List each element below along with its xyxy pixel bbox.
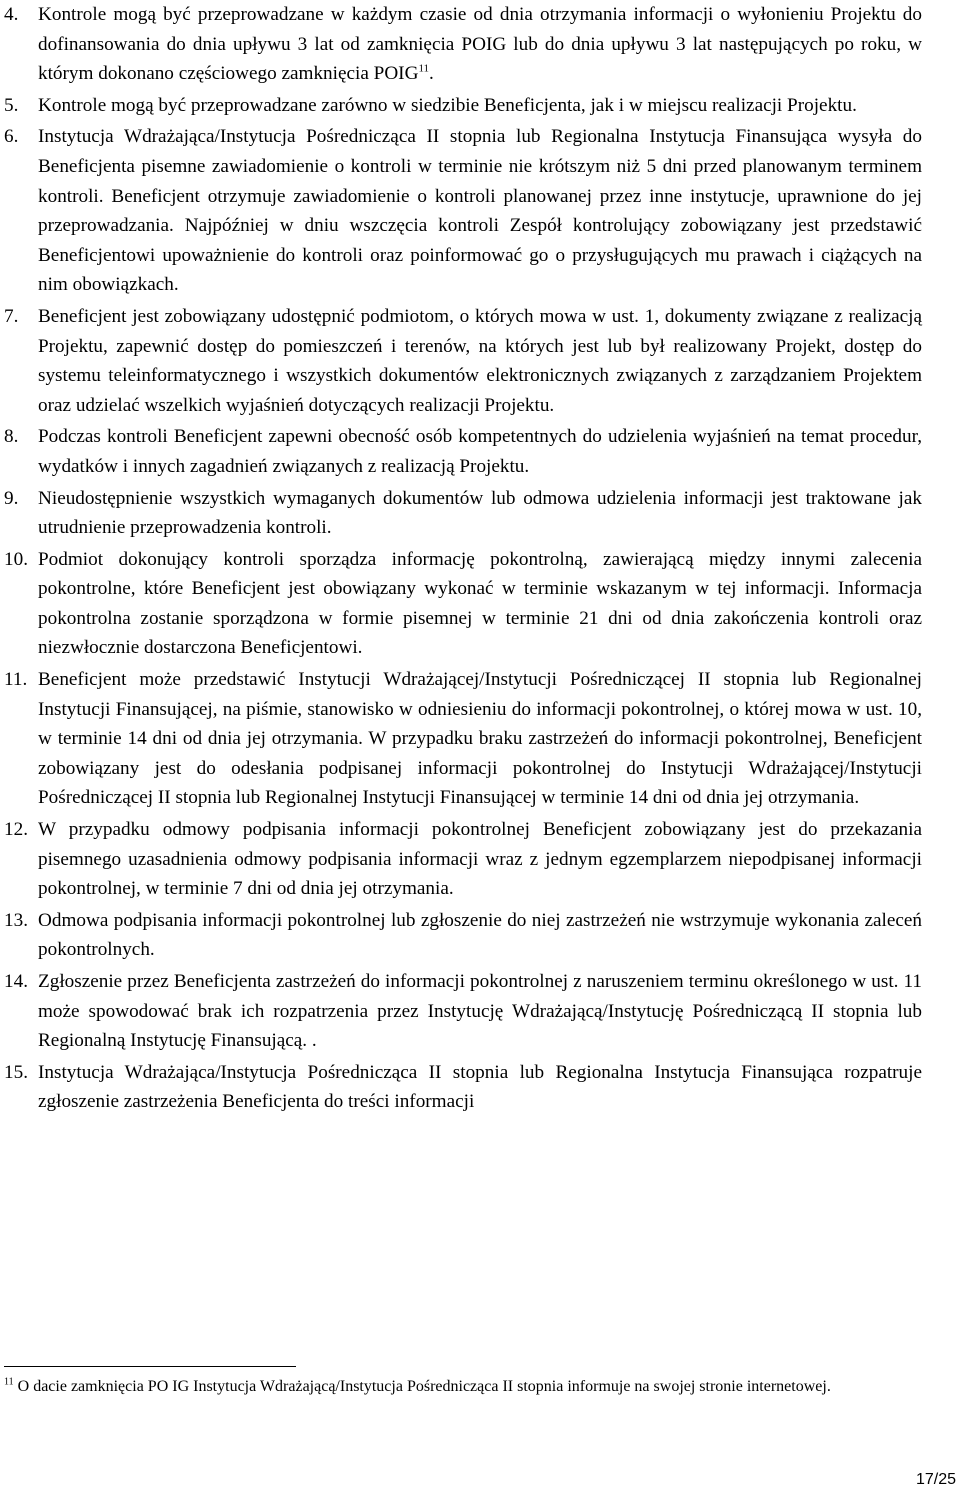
item-number: 8.: [4, 426, 19, 448]
item-number: 5.: [4, 94, 19, 116]
item-number: 11.: [4, 669, 28, 691]
list-item-4: [4, 0, 922, 89]
item-number: 9.: [4, 487, 19, 509]
item-text: Podczas kontroli Beneficjent zapewni obecność osób kompetentnych do udzielenia wyjaśnień na temat procedur, wydatków i innych zagadnień związanych z realizacją Projektu.: [38, 426, 922, 477]
list-item-9: [4, 484, 922, 543]
item-number: 12.: [4, 819, 28, 841]
list-item-8: [4, 422, 922, 481]
list-item-14: [4, 967, 922, 1056]
list-item-12: [4, 815, 922, 904]
item-text: Instytucja Wdrażająca/Instytucja Pośrednicząca II stopnia lub Regionalna Instytucja Finansująca wysyła do Beneficjenta pisemne zawiadomienie o kontroli w terminie nie krótszym niż 5 dni przed planowanym terminem kontroli. Beneficjent otrzymuje zawiadomienie o kontroli planowanej przez inne instytucje, uprawnione do jej przeprowadzania. Najpóźniej w dniu wszczęcia kontroli Zespół kontrolujący zobowiązany jest przedstawić Beneficjentowi upoważnienie do kontroli oraz poinformować go o przysługujących mu prawach i ciążących na nim obowiązkach.: [38, 126, 922, 296]
item-number: 7.: [4, 305, 19, 327]
item-number: 13.: [4, 909, 28, 931]
list-item-13: [4, 906, 922, 965]
item-text: Nieudostępnienie wszystkich wymaganych dokumentów lub odmowa udzielenia informacji jest traktowane jak utrudnienie przeprowadzenia kontroli.: [38, 487, 922, 539]
item-number: 14.: [4, 971, 28, 992]
item-text: Odmowa podpisania informacji pokontrolnej lub zgłoszenie do niej zastrzeżeń nie wstrzymuje wykonania zaleceń pokontrolnych.: [38, 909, 922, 961]
item-number: 15.: [4, 1061, 28, 1083]
item-text: W przypadku odmowy podpisania informacji pokontrolnej Beneficjent zobowiązany jest do przekazania pisemnego uzasadnienia odmowy podpisania informacji wraz z jednym egzemplarzem niepodpisanej informacji pokontrolnej, w terminie 7 dni od dnia jej otrzymania.: [38, 819, 922, 900]
footnote-separator: [4, 1366, 296, 1367]
list-item-7: [4, 302, 922, 420]
footnote-text: O dacie zamknięcia PO IG Instytucja Wdrażającą/Instytucja Pośrednicząca II stopnia informuje na swojej stronie internetowej.: [13, 1378, 831, 1395]
list-item-15: [4, 1058, 922, 1117]
list-item-10: [4, 545, 922, 663]
item-text-end: .: [429, 63, 434, 85]
item-number: 10.: [4, 548, 28, 570]
item-text: Beneficjent jest zobowiązany udostępnić podmiotom, o których mowa w ust. 1, dokumenty związane z realizacją Projektu, zapewnić dostęp do pomieszczeń i terenów, na których jest lub był realizowany Projekt, dostęp do systemu teleinformatycznego i wszystkich dokumentów elektronicznych związanych z zarządzaniem Projektem oraz udzielać wszelkich wyjaśnień dotyczących realizacji Projektu.: [38, 305, 922, 416]
item-text: Kontrole mogą być przeprowadzane zarówno w siedzibie Beneficjenta, jak i w miejscu realizacji Projektu.: [38, 94, 857, 116]
item-text: Zgłoszenie przez Beneficjenta zastrzeżeń do informacji pokontrolnej z naruszeniem terminu określonego w ust. 11 może spowodować brak ich rozpatrzenia przez Instytucję Wdrażającą/Instytucję Pośredniczącą II stopnia lub Regionalną Instytucję Finansującą. .: [38, 971, 922, 1052]
item-text: Podmiot dokonujący kontroli sporządza informację pokontrolną, zawierającą między innymi zalecenia pokontrolne, które Beneficjent jest obowiązany wykonać w terminie wskazanym w tej informacji. Informacja pokontrolna zostanie sporządzona w formie pisemnej w terminie 21 dni od dnia zakończenia kontroli oraz niezwłocznie dostarczona Beneficjentowi.: [38, 548, 922, 659]
list-item-6: [4, 122, 922, 300]
item-text: Beneficjent może przedstawić Instytucji Wdrażającej/Instytucji Pośredniczącej II stopnia lub Regionalnej Instytucji Finansującej, na piśmie, stanowisko w odniesieniu do informacji pokontrolnej, o której mowa w ust. 10, w terminie 14 dni od dnia jej otrzymania. W przypadku braku zastrzeżeń do informacji pokontrolnej, Beneficjent zobowiązany jest do odesłania podpisanej informacji pokontrolnej do Instytucji Wdrażającej/Instytucji Pośredniczącej II stopnia lub Regionalnej Instytucji Finansującej w terminie 14 dni od dnia jej otrzymania.: [38, 669, 922, 809]
footnote-number: 11: [4, 1376, 14, 1388]
footnote: [4, 1376, 914, 1398]
list-item-11: [4, 665, 922, 813]
item-number: 4.: [4, 4, 19, 25]
numbered-provisions-list: [4, 0, 922, 1119]
footnote-reference[interactable]: 11: [418, 62, 430, 75]
item-text: Kontrole mogą być przeprowadzane w każdym czasie od dnia otrzymania informacji o wyłonieniu Projektu do dofinansowania do dnia upływu 3 lat od zamknięcia POIG lub do dnia upływu 3 lat następujących po roku, w którym dokonano częściowego zamknięcia POIG: [38, 4, 922, 85]
item-number: 6.: [4, 126, 19, 148]
list-item-5: [4, 91, 922, 121]
item-text: Instytucja Wdrażająca/Instytucja Pośrednicząca II stopnia lub Regionalna Instytucja Finansująca rozpatruje zgłoszenie zastrzeżenia Beneficjenta do treści informacji: [38, 1061, 922, 1113]
page-number: 17/25: [915, 1471, 956, 1488]
